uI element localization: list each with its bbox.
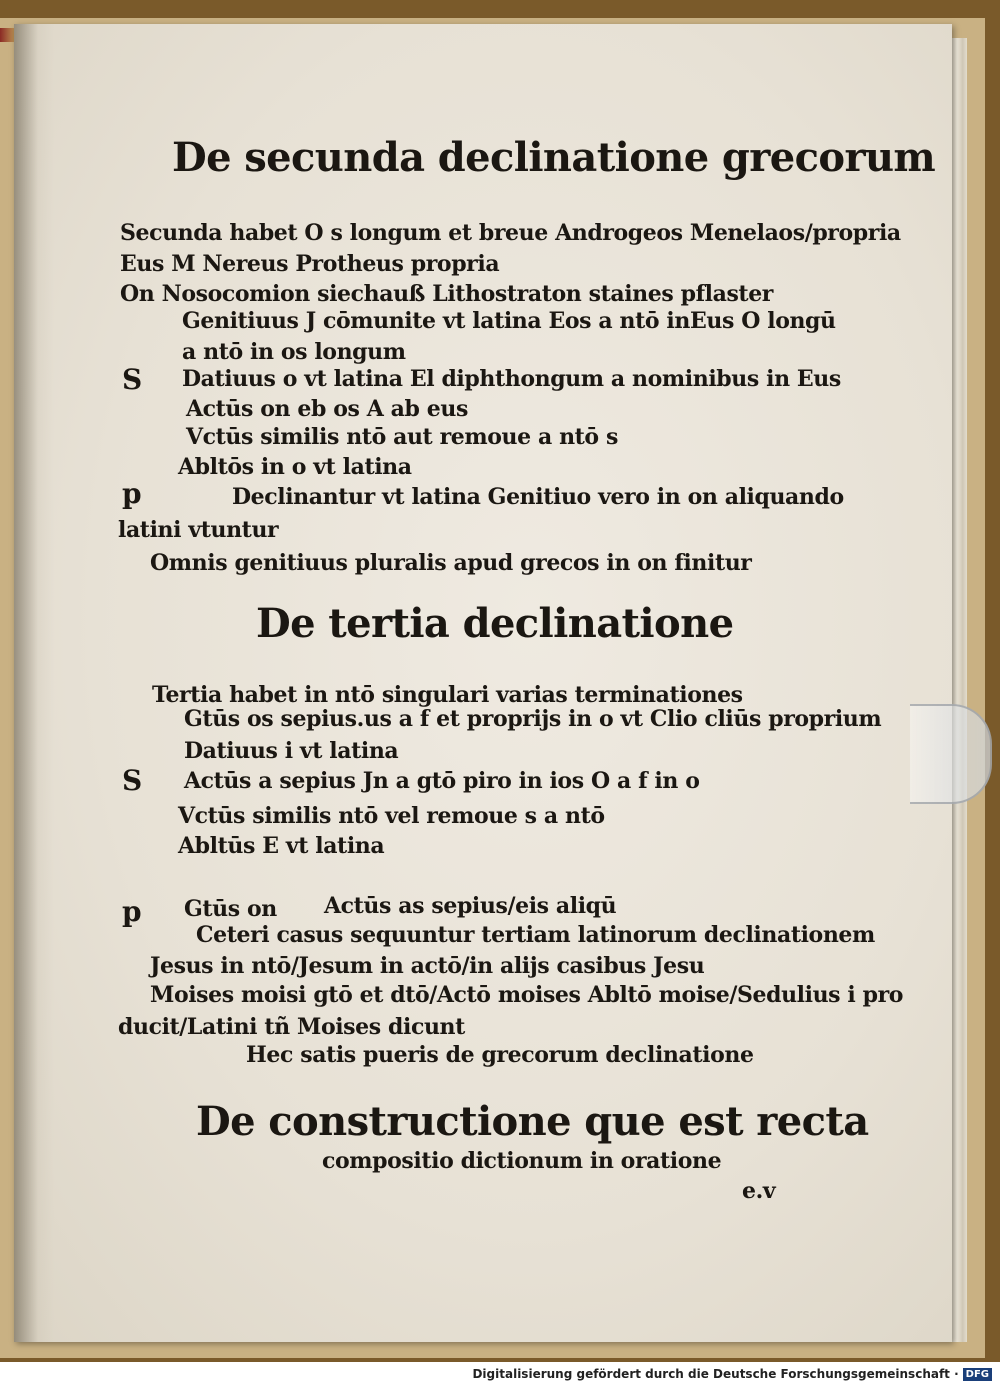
subheading-compositio: compositio dictionum in oratione [322,1148,722,1174]
marginal-capital: p [122,477,142,510]
footer-text: Digitalisierung gefördert durch die Deutsche Forschungsgemeinschaft · [472,1367,959,1381]
page-gutter [14,24,54,1342]
text-line: Vctūs similis ntō aut remoue a ntō s [186,424,618,450]
text-line: latini vtuntur [118,517,279,543]
text-line: Eus M Nereus Protheus propria [120,251,500,277]
marginal-capital: S [122,764,142,797]
text-line: Abltūs E vt latina [178,833,385,859]
text-line: Gtūs on [184,896,277,922]
heading-secunda-declinatione: De secunda declinatione grecorum [172,134,936,181]
text-line: Genitiuus J cōmunite vt latina Eos a ntō in [182,308,690,334]
text-line: Abltōs in o vt latina [178,454,412,480]
marginal-capital: p [122,895,142,928]
text-line: Datiuus i vt latina [184,738,399,764]
page-clip [910,704,992,804]
text-line: Actūs a sepius Jn a gtō piro in ios O a f in o [184,768,700,794]
text-line: Declinantur vt latina Genitiuo vero in on aliquando [232,484,844,510]
text-line: Actūs on eb os A ab eus [186,396,468,422]
text-line: Gtūs os sepius.us a f et proprijs in o vt Clio cliūs proprium [184,706,882,732]
text-line: Ceteri casus sequuntur tertiam latinorum declinationem [196,922,875,948]
signature-mark: e.v [742,1178,776,1204]
dfg-logo-icon: DFG [963,1368,992,1381]
text-line: Datiuus o vt latina El diphthongum a nominibus in Eus [182,366,841,392]
text-line: Moises moisi gtō et dtō/Actō moises Abltō moise/Sedulius i pro [150,982,904,1008]
marginal-capital: S [122,363,142,396]
heading-tertia-declinatione: De tertia declinatione [256,600,734,647]
text-line: ducit/Latini tñ Moises dicunt [118,1014,465,1040]
heading-de-constructione: De constructione que est recta [196,1098,869,1145]
text-line: Jesus in ntō/Jesum in actō/in alijs casibus Jesu [150,953,705,979]
text-line: Secunda habet O s longum et breue Androgeos Menelaos/propria [120,220,901,246]
text-line: Tertia habet in ntō singulari varias terminationes [152,682,743,708]
text-line: On Nosocomion siechauß Lithostraton staines pflaster [120,281,773,307]
text-line: Actūs as sepius/eis aliqū [324,893,617,919]
text-line: Hec satis pueris de grecorum declinatione [246,1042,754,1068]
footer-credit [472,1367,992,1381]
text-line: Eus O longū [690,308,836,334]
text-line: Omnis genitiuus pluralis apud grecos in on finitur [150,550,752,576]
text-line: a ntō in os longum [182,339,406,365]
text-line: Vctūs similis ntō vel remoue s a ntō [178,803,605,829]
